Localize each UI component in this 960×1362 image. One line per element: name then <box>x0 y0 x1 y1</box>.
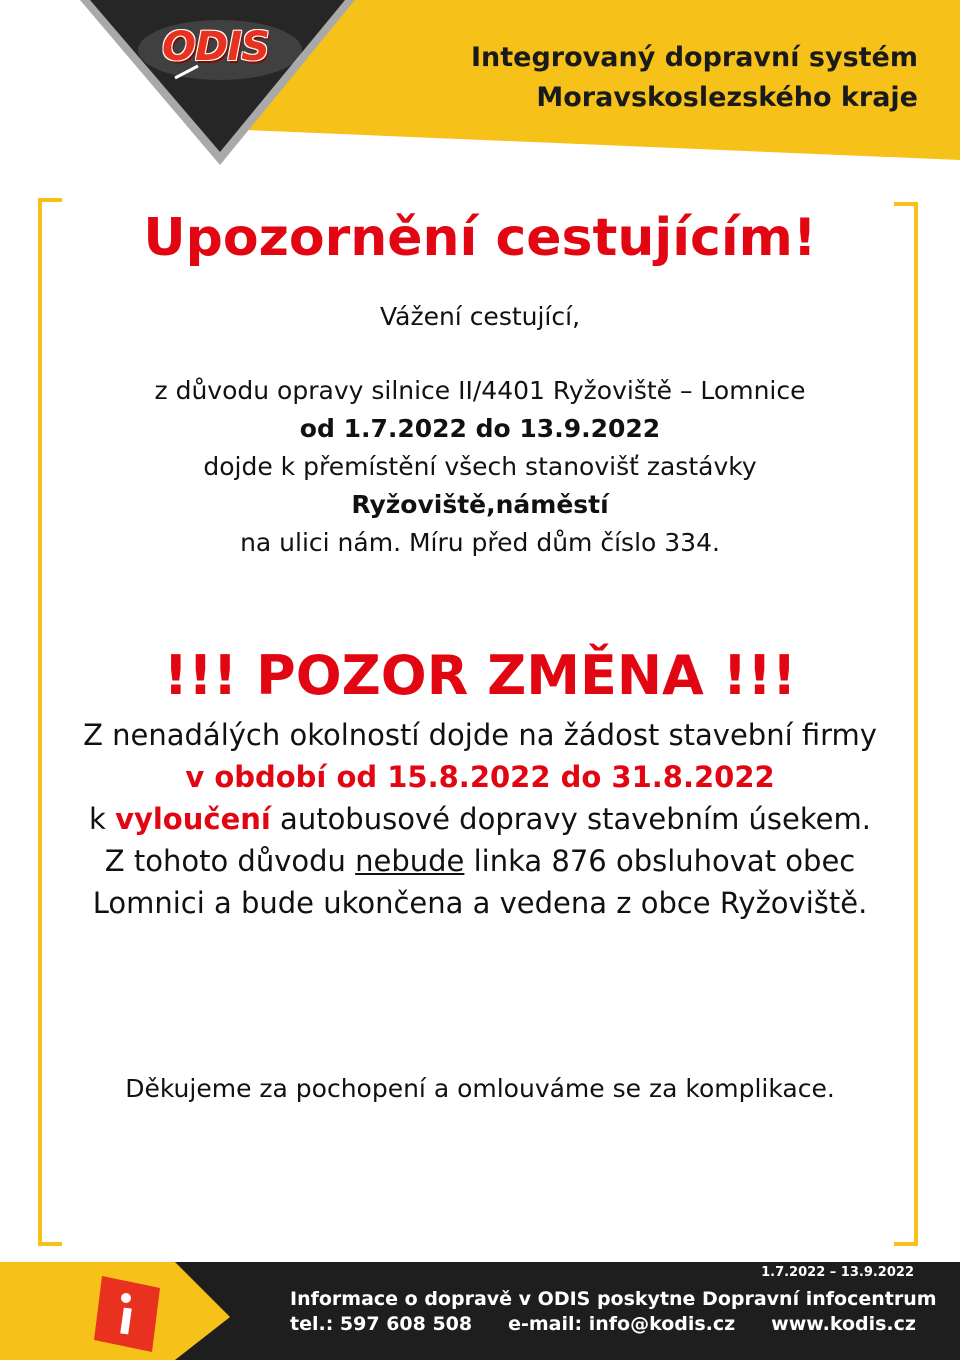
notice-stop-name: Ryžoviště,náměstí <box>351 490 609 519</box>
alert-line4-post: linka 876 obsluhovat obec <box>464 844 856 878</box>
alert-body <box>0 714 960 924</box>
thanks-text: Děkujeme za pochopení a omlouváme se za komplikace. <box>125 1074 835 1103</box>
alert-line4-pre: Z tohoto důvodu <box>104 844 356 878</box>
header-title <box>471 38 918 118</box>
header-title-line2: Moravskoslezského kraje <box>536 82 918 113</box>
alert-not-served: nebude <box>355 844 465 878</box>
alert-line3-post: autobusové dopravy stavebním úsekem. <box>270 802 871 836</box>
info-icon <box>90 1268 170 1358</box>
notice-body <box>0 372 960 562</box>
alert-period: v období od 15.8.2022 do 31.8.2022 <box>185 760 775 794</box>
alert-line4 <box>0 840 960 882</box>
alert-line5: Lomnici a bude ukončena a vedena z obce Ryžoviště. <box>92 886 868 920</box>
alert-line3-pre: k <box>89 802 116 836</box>
notice-line1: z důvodu opravy silnice II/4401 Ryžoviště – Lomnice <box>154 376 806 405</box>
alert-exclusion: vyloučení <box>115 802 271 836</box>
alert-title: !!! POZOR ZMĚNA !!! <box>163 644 797 707</box>
logo-text: ODIS <box>162 24 269 70</box>
alert-line1: Z nenadálých okolností dojde na žádost stavební firmy <box>83 718 877 752</box>
footer-validity: 1.7.2022 – 13.9.2022 <box>761 1265 914 1280</box>
footer-phone: tel.: 597 608 508 <box>290 1313 473 1335</box>
footer-email[interactable]: e-mail: info@kodis.cz <box>508 1313 736 1335</box>
notice-headline: Upozornění cestujícím! <box>143 208 817 268</box>
footer-info-line: Informace o dopravě v ODIS poskytne Dopravní infocentrum <box>290 1288 937 1310</box>
header-title-line1: Integrovaný dopravní systém <box>470 42 918 73</box>
notice-greeting: Vážení cestující, <box>379 302 581 331</box>
footer-web[interactable]: www.kodis.cz <box>771 1313 916 1335</box>
footer-info <box>290 1287 937 1337</box>
notice-line5: na ulici nám. Míru před dům číslo 334. <box>240 528 720 557</box>
notice-dates: od 1.7.2022 do 13.9.2022 <box>299 414 661 443</box>
notice-line3: dojde k přemístění všech stanovišť zastávky <box>203 452 757 481</box>
alert-line3 <box>0 798 960 840</box>
footer-contacts <box>290 1312 916 1337</box>
